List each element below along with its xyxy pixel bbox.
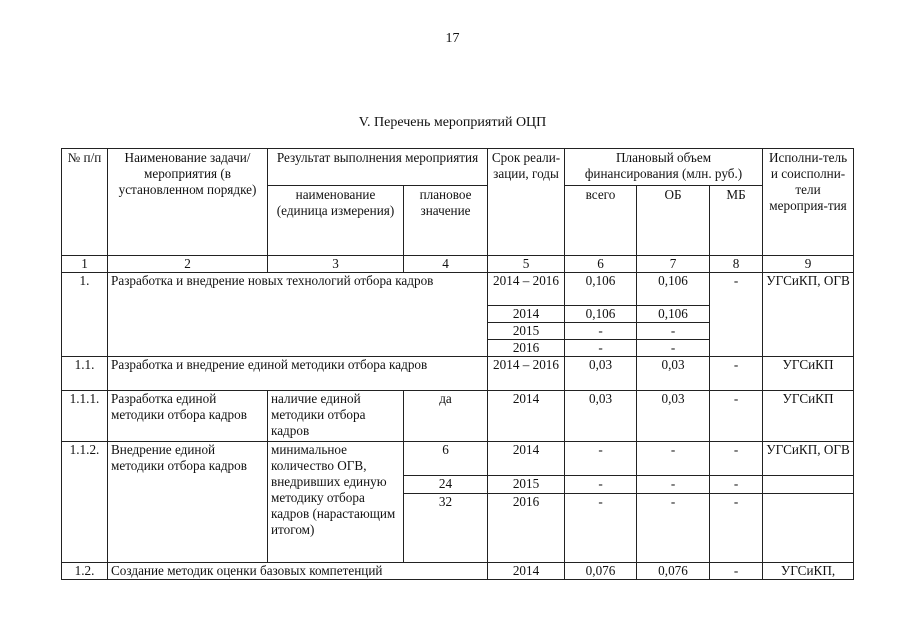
row-ob: 0,106 [637, 306, 710, 323]
row-total: 0,03 [565, 357, 637, 391]
column-number: 6 [565, 256, 637, 273]
row-num: 1.1.1. [62, 391, 108, 442]
row-result-value: 6 [404, 442, 488, 476]
row-total: 0,076 [565, 563, 637, 580]
header-result: Результат выполнения мероприятия [268, 149, 488, 186]
page-number: 17 [445, 31, 460, 46]
row-term: 2014 – 2016 [488, 357, 565, 391]
row-term: 2015 [488, 323, 565, 340]
column-number: 3 [268, 256, 404, 273]
row-executor: УГСиКП, ОГВ [763, 273, 854, 357]
column-number: 7 [637, 256, 710, 273]
row-total: 0,106 [565, 273, 637, 306]
header-row-1 [62, 149, 854, 186]
row-executor: УГСиКП, ОГВ [763, 442, 854, 476]
row-mb: - [710, 442, 763, 476]
row-term: 2014 – 2016 [488, 273, 565, 306]
row-ob: 0,03 [637, 391, 710, 442]
row-mb: - [710, 357, 763, 391]
header-result-name: наименование (единица измерения) [268, 186, 404, 256]
row-name: Разработка и внедрение новых технологий отбора кадров [108, 273, 488, 357]
row-ob: 0,03 [637, 357, 710, 391]
row-name: Разработка единой методики отбора кадров [108, 391, 268, 442]
row-ob: - [637, 494, 710, 563]
header-name: Наименование задачи/мероприятия (в установленном порядке) [108, 149, 268, 256]
activities-table [61, 148, 854, 580]
column-number: 1 [62, 256, 108, 273]
row-total: - [565, 323, 637, 340]
row-total: - [565, 476, 637, 494]
row-num: 1.2. [62, 563, 108, 580]
row-term: 2014 [488, 563, 565, 580]
row-mb: - [710, 391, 763, 442]
row-term: 2016 [488, 494, 565, 563]
row-ob: - [637, 323, 710, 340]
table-row-1-2 [62, 563, 854, 580]
header-term: Срок реали-зации, годы [488, 149, 565, 256]
row-ob: - [637, 340, 710, 357]
row-total: 0,106 [565, 306, 637, 323]
row-executor-empty [763, 476, 854, 494]
row-total: - [565, 494, 637, 563]
header-executors: Исполни-тель и соисполни-тели мероприя-тия [763, 149, 854, 256]
row-executor: УГСиКП [763, 357, 854, 391]
row-term: 2014 [488, 306, 565, 323]
column-number: 4 [404, 256, 488, 273]
row-ob: 0,076 [637, 563, 710, 580]
table-row-1-1-2 [62, 442, 854, 476]
row-executor: УГСиКП [763, 391, 854, 442]
row-ob: - [637, 442, 710, 476]
row-result-value: 24 [404, 476, 488, 494]
row-term: 2014 [488, 442, 565, 476]
column-number: 5 [488, 256, 565, 273]
row-name: Разработка и внедрение единой методики отбора кадров [108, 357, 488, 391]
row-num: 1.1.2. [62, 442, 108, 563]
row-mb: - [710, 476, 763, 494]
table-row-1 [62, 273, 854, 306]
row-term: 2016 [488, 340, 565, 357]
row-total: - [565, 442, 637, 476]
row-executor: УГСиКП, [763, 563, 854, 580]
row-mb: - [710, 563, 763, 580]
row-num: 1. [62, 273, 108, 357]
header-result-value: плановое значение [404, 186, 488, 256]
row-term: 2015 [488, 476, 565, 494]
header-mb: МБ [710, 186, 763, 256]
row-ob: - [637, 476, 710, 494]
row-mb: - [710, 273, 763, 357]
row-mb: - [710, 494, 763, 563]
header-num: № п/п [62, 149, 108, 256]
row-result-name: наличие единой методики отбора кадров [268, 391, 404, 442]
column-number: 8 [710, 256, 763, 273]
row-name: Создание методик оценки базовых компетенций [108, 563, 488, 580]
row-total: 0,03 [565, 391, 637, 442]
column-numbers-row [62, 256, 854, 273]
column-number: 2 [108, 256, 268, 273]
row-executor-empty [763, 494, 854, 563]
table-row-1-1 [62, 357, 854, 391]
header-ob: ОБ [637, 186, 710, 256]
header-total: всего [565, 186, 637, 256]
table-row-1-1-1 [62, 391, 854, 442]
column-number: 9 [763, 256, 854, 273]
row-term: 2014 [488, 391, 565, 442]
row-result-value: да [404, 391, 488, 442]
row-total: - [565, 340, 637, 357]
row-result-value: 32 [404, 494, 488, 563]
header-funding: Плановый объем финансирования (млн. руб.) [565, 149, 763, 186]
row-ob: 0,106 [637, 273, 710, 306]
row-name: Внедрение единой методики отбора кадров [108, 442, 268, 563]
row-num: 1.1. [62, 357, 108, 391]
section-title: V. Перечень мероприятий ОЦП [358, 115, 547, 130]
row-result-name: минимальное количество ОГВ, внедривших единую методику отбора кадров (нарастающим итогом) [268, 442, 404, 563]
